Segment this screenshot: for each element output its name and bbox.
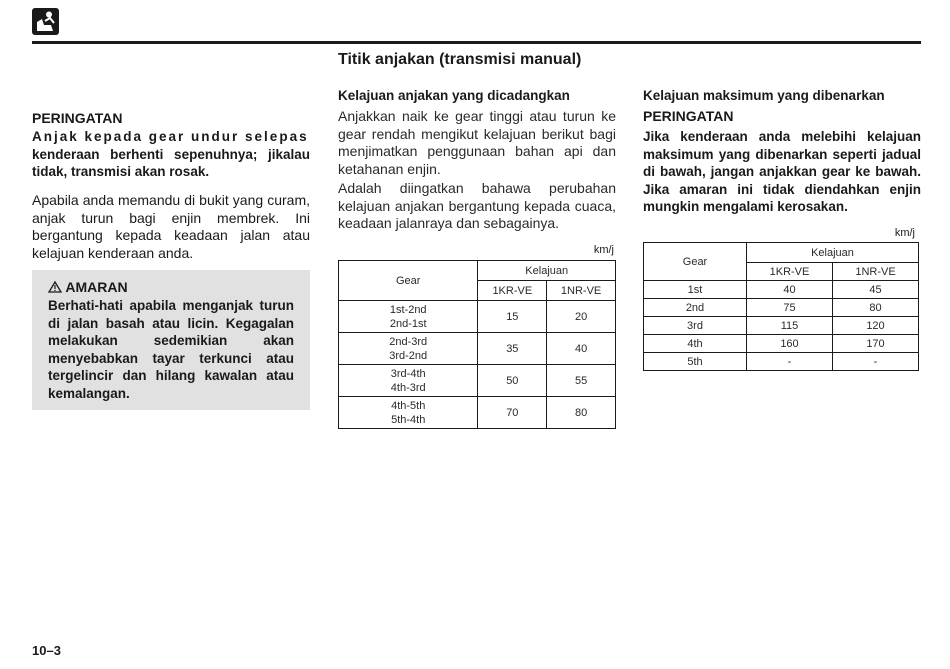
seated-driver-icon <box>32 8 59 35</box>
table-header-engine2: 1NR-VE <box>547 281 616 301</box>
gear-cell: 4th-3rd <box>390 381 426 394</box>
speed-cell: 115 <box>747 317 833 335</box>
speed-cell: 80 <box>833 299 919 317</box>
table-row <box>339 333 616 365</box>
recommended-speed-para2: Adalah diingatkan bahawa perubahan kelajuan anjakan bergantung kepada cuaca, keadaan jalanraya dan sebagainya. <box>338 180 616 231</box>
speed-cell: 40 <box>747 281 833 299</box>
gear-cell: 4th-5th <box>391 399 426 412</box>
speed-cell: 40 <box>547 333 616 365</box>
gear-cell: 2nd-3rd <box>389 335 428 348</box>
max-speed-warning-heading: PERINGATAN <box>643 108 734 124</box>
speed-cell: 120 <box>833 317 919 335</box>
table-header-gear: Gear <box>644 243 747 281</box>
table-row <box>644 317 919 335</box>
gear-cell: 5th <box>644 353 747 371</box>
table-row <box>644 281 919 299</box>
section-title: Titik anjakan (transmisi manual) <box>338 51 582 68</box>
speed-cell: 15 <box>478 301 547 333</box>
speed-cell: 45 <box>833 281 919 299</box>
hill-driving-text: Apabila anda memandu di bukit yang curam, anjak turun bagi enjin membrek. Ini bergantung kepada keadaan jalan atau kelajuan kenderaan anda. <box>32 192 310 261</box>
max-speed-unit: km/j <box>894 227 915 239</box>
caution-text: Berhati-hati apabila menganjak turun di jalan basah atau licin. Kegagalan melakukan sedemikian akan menyebabkan tayar terkunci atau tergelincir dan hilang kawalan atau kemalangan. <box>48 298 294 401</box>
recommended-speed-para1: Anjakkan naik ke gear tinggi atau turun ke gear rendah mengikut kelajuan berikut bagi menjimatkan penggunaan bahan api dan ketahanan enjin. <box>338 108 616 177</box>
warning-heading: PERINGATAN <box>32 110 123 126</box>
gear-cell: 1st-2nd <box>389 303 427 316</box>
warning-text-line1: Anjak kepada gear undur selepas <box>32 129 309 144</box>
caution-heading-label: AMARAN <box>65 279 128 295</box>
table-header-engine1: 1KR-VE <box>478 281 547 301</box>
header-rule <box>32 41 921 44</box>
speed-cell: - <box>833 353 919 371</box>
speed-cell: 80 <box>547 397 616 429</box>
gear-cell: 2nd-1st <box>389 317 427 330</box>
table-header-engine2: 1NR-VE <box>833 263 919 281</box>
recommended-speed-unit: km/j <box>593 244 614 256</box>
table-row <box>644 299 919 317</box>
speed-cell: 35 <box>478 333 547 365</box>
table-row <box>644 335 919 353</box>
table-header-speed: Kelajuan <box>747 243 919 263</box>
caution-heading <box>48 279 128 295</box>
table-header-engine1: 1KR-VE <box>747 263 833 281</box>
warning-triangle-icon <box>48 279 65 295</box>
warning-text-rest: kenderaan berhenti sepenuhnya; jikalau tidak, transmisi akan rosak. <box>32 146 310 179</box>
table-header-gear: Gear <box>339 261 478 301</box>
gear-cell: 2nd <box>644 299 747 317</box>
speed-cell: - <box>747 353 833 371</box>
recommended-shift-speed-table <box>338 260 616 429</box>
speed-cell: 70 <box>478 397 547 429</box>
recommended-speed-subheading: Kelajuan anjakan yang dicadangkan <box>338 88 570 103</box>
gear-cell: 5th-4th <box>391 413 426 426</box>
speed-cell: 75 <box>747 299 833 317</box>
gear-cell: 3rd <box>644 317 747 335</box>
page-number: 10–3 <box>32 643 61 658</box>
max-speed-subheading: Kelajuan maksimum yang dibenarkan <box>643 88 885 103</box>
max-speed-warning-text: Jika kenderaan anda melebihi kelajuan maksimum yang dibenarkan seperti jadual di bawah, jangan anjakkan gear ke bawah. Jika amaran ini tidak diendahkan enjin mungkin mengalami kerosakan. <box>643 129 921 214</box>
speed-cell: 170 <box>833 335 919 353</box>
max-speed-table <box>643 242 919 371</box>
table-row <box>339 397 616 429</box>
speed-cell: 55 <box>547 365 616 397</box>
table-row <box>339 365 616 397</box>
gear-cell: 3rd-2nd <box>389 349 428 362</box>
table-row <box>644 353 919 371</box>
table-row <box>339 301 616 333</box>
gear-cell: 4th <box>644 335 747 353</box>
speed-cell: 50 <box>478 365 547 397</box>
warning-text <box>32 128 310 181</box>
table-header-speed: Kelajuan <box>478 261 616 281</box>
gear-cell: 3rd-4th <box>390 367 426 380</box>
speed-cell: 20 <box>547 301 616 333</box>
speed-cell: 160 <box>747 335 833 353</box>
gear-cell: 1st <box>644 281 747 299</box>
